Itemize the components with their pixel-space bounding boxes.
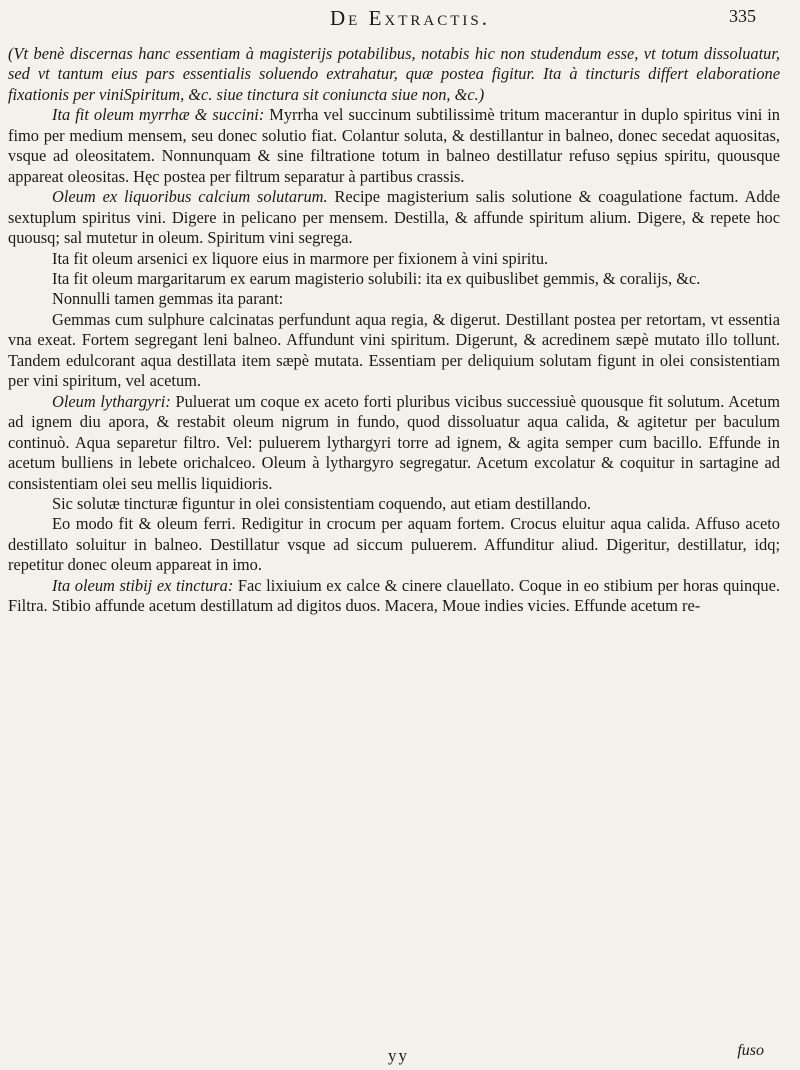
catchword: fuso (737, 1042, 764, 1059)
running-title: De Extractis. (330, 6, 490, 30)
paragraph-gemmae-intro: Nonnulli tamen gemmas ita parant: (52, 289, 284, 309)
paragraph-oleum-arsenici: Ita fit oleum arsenici ex liquore eius in marmore per fixionem à vini spiritu. (52, 248, 549, 268)
page-number: 335 (729, 6, 756, 26)
recipe-heading: Oleum ex liquoribus calcium solutarum. (52, 187, 328, 207)
recipe-text: Puluerat um coque ex aceto forti pluribus vicibus successiuè quousque fit solutum. Acetum ad ignem diu apora, & restabit oleum nigrum in fundo, quod dissoluatur aqua calida, & agitetur per baculum continuò. Aqua separetur filtro. Vel: puluerem lythargyri torre ad ignem, & agita semper cum bacillo. Effunde in acetum bulliens in lebete orichalceo. Oleum à lythargyro segregatur. Acetum excolatur & coquitur in sartagine ad consistentiam olei seu mellis liquidioris. (8, 391, 781, 493)
paragraph-oleum-margaritarum: Ita fit oleum margaritarum ex earum magisterio solubili: ita ex quibuslibet gemmis, & coralijs, &c. (52, 268, 701, 288)
paragraph-tincturae: Sic solutæ tincturæ figuntur in olei consistentiam coquendo, aut etiam destillando. (52, 493, 591, 513)
signature-mark: yy (388, 1046, 409, 1065)
recipe-text: Fac lixiuium ex calce & cinere clauellato. Coque in eo stibium per horas quinque. Filtra. Stibio affunde acetum destillatum ad digitos duos. Macera, Moue indies vicies. Effunde acetum re- (8, 575, 780, 616)
paragraph-oleum-stibij (8, 576, 780, 617)
paragraph-oleum-myrrhae (8, 105, 780, 187)
paragraph-oleum-liquoribus (8, 187, 780, 248)
recipe-heading: Ita fit oleum myrrhæ & succini: (52, 105, 265, 125)
body-text (8, 44, 780, 617)
recipe-heading: Oleum lythargyri: (52, 391, 171, 411)
recipe-text: Recipe magisterium salis solutione & coagulatione factum. Adde sextuplum spiritus vini. Digere in pelicano per mensem. Destilla, & affunde spiritum alium. Digere, & repete hoc quousq; sal mutetur in oleum. Spiritum vini segrega. (8, 187, 781, 248)
paragraph-gemmae: Gemmas cum sulphure calcinatas perfundunt aqua regia, & digerut. Destillant postea per retortam, vt essentia vna exeat. Fortem segregant leni balneo. Affundunt vini spiritum. Digerunt, & acredinem sæpè mutato illo tollunt. Tandem edulcorant aqua destillata item sæpè mutata. Essentiam per deliquium solutam figunt in olei consistentiam per vini spiritum, vel acetum. (8, 309, 780, 391)
recipe-heading: Ita oleum stibij ex tinctura: (52, 575, 234, 595)
recipe-text: Myrrha vel succinum subtilissimè tritum macerantur in duplo spiritus vini in fimo per medium mensem, seu donec solutio fiat. Colantur soluta, & destillantur in balneo, donec secedat aquositas, vsque ad oleositatem. Nonnunquam & sine filtratione totum in balneo destillatur refuso sępius spiritu, quousque appareat oleositas. Hęc postea per filtrum separatur à partibus crassis. (8, 105, 781, 186)
running-head (0, 4, 800, 34)
paragraph-oleum-lythargyri (8, 392, 780, 494)
paragraph-oleum-ferri: Eo modo fit & oleum ferri. Redigitur in crocum per aquam fortem. Crocus eluitur aqua calida. Affuso aceto destillato soluitur in balneo. Destillatur vsque ad siccum puluerem. Affunditur aliud. Digeritur, destillatur, idq; repetitur donec oleum appareat in imo. (8, 514, 780, 575)
paragraph-note: (Vt benè discernas hanc essentiam à magisterijs potabilibus, notabis hic non studendum esse, vt totum dissoluatur, sed vt tantum eius pars essentialis soluendo extrahatur, quæ postea figitur. Ita à tincturis differt elaboratione fixationis per viniSpiritum, &c. siue tinctura sit coniuncta siue non, &c.) (8, 44, 780, 104)
